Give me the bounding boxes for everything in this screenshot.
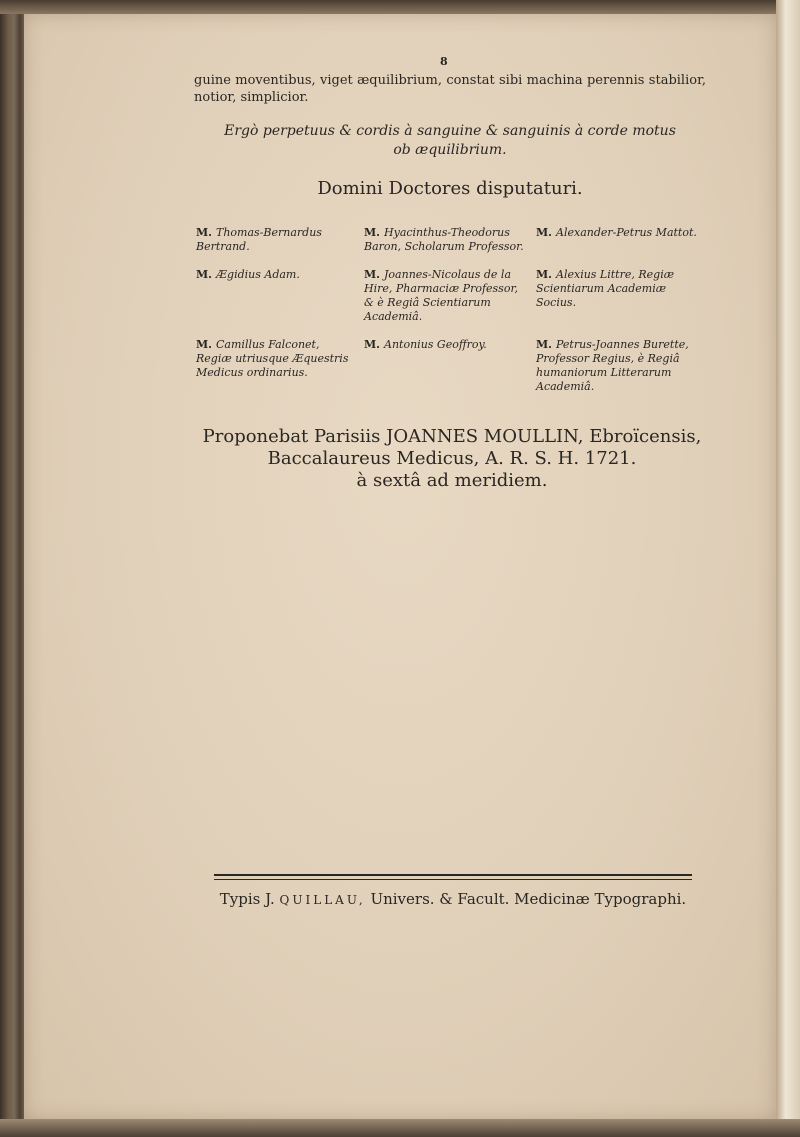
doctor-prefix: M. — [364, 226, 381, 239]
conclusion-line-2: ob æquilibrium. — [393, 142, 507, 158]
conclusion-line-1: Ergò perpetuus & cordis à sanguine & sanguinis à corde motus — [224, 123, 676, 139]
signature-mark: 8 — [440, 55, 448, 68]
proponebat-block — [194, 426, 710, 492]
printer-rest: Univers. & Facult. Medicinæ Typographi. — [370, 890, 687, 908]
doctor-entry — [536, 268, 711, 324]
doctor-prefix: M. — [536, 226, 553, 239]
doctor-name: Alexander-Petrus Mattot. — [556, 226, 697, 239]
printer-name: QUILLAU, — [279, 893, 366, 907]
printer-rule-thick — [214, 874, 692, 876]
doctor-entry — [364, 226, 536, 254]
proponebat-line-1: Proponebat Parisiis JOANNES MOULLIN, Ebroïcensis, — [202, 426, 702, 447]
doctor-entry — [536, 226, 711, 254]
doctor-entry — [364, 268, 536, 324]
doctor-entry — [196, 226, 364, 254]
doctor-prefix: M. — [536, 268, 553, 281]
doctor-name: Hyacinthus-Theodorus Baron, Scholarum Professor. — [364, 226, 524, 253]
proponebat-line-2: Baccalaureus Medicus, A. R. S. H. 1721. — [267, 448, 637, 469]
doctors-list — [196, 226, 711, 408]
doctors-heading: Domini Doctores disputaturi. — [317, 178, 583, 199]
page-right-edge — [776, 0, 800, 1137]
book-bottom-edge — [0, 1119, 800, 1137]
doctor-prefix: M. — [196, 268, 213, 281]
doctor-entry — [196, 268, 364, 324]
doctor-name: Alexius Littre, Regiæ Scientiarum Academiæ Socius. — [536, 268, 675, 309]
book-top-edge — [0, 0, 800, 14]
doctor-prefix: M. — [364, 338, 381, 351]
doctor-prefix: M. — [196, 338, 213, 351]
doctor-name: Joannes-Nicolaus de la Hire, Pharmaciæ Professor, & è Regiâ Scientiarum Academiâ. — [364, 268, 518, 323]
doctor-name: Petrus-Joannes Burette, Professor Regius, è Regiâ humaniorum Litterarum Academiâ. — [536, 338, 689, 393]
doctor-prefix: M. — [364, 268, 381, 281]
printer-typis: Typis J. — [219, 890, 275, 908]
doctor-name: Camillus Falconet, Regiæ utriusque Æquestris Medicus ordinarius. — [196, 338, 349, 379]
doctor-prefix: M. — [536, 338, 553, 351]
doctor-entry — [196, 338, 364, 394]
doctor-name: Thomas-Bernardus Bertrand. — [196, 226, 322, 253]
proponebat-line-3: à sextâ ad meridiem. — [356, 470, 548, 491]
conclusion-block — [194, 122, 706, 160]
intro-paragraph: guine moventibus, viget æquilibrium, constat sibi machina perennis stabilior, notior, simplicior. — [194, 73, 706, 105]
doctor-entry — [364, 338, 536, 394]
printer-line — [214, 890, 692, 908]
doctor-name: Antonius Geoffroy. — [384, 338, 487, 351]
doctor-entry — [536, 338, 711, 394]
printer-rule-thin — [214, 879, 692, 880]
doctor-prefix: M. — [196, 226, 213, 239]
doctor-name: Ægidius Adam. — [216, 268, 300, 281]
